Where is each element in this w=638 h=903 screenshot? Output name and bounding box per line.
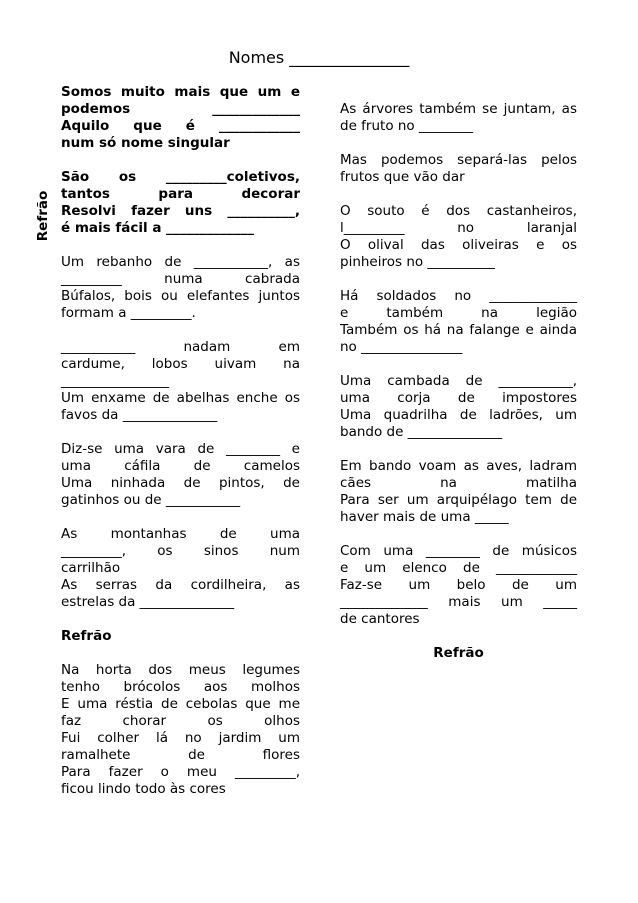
stanza-line: estrelas da ______________ bbox=[61, 594, 235, 610]
stanza-line: As árvores também se juntam, as bbox=[340, 101, 577, 117]
stanza-line: Faz-se um belo de um bbox=[340, 577, 577, 593]
refrain-heading-left: Refrão bbox=[61, 628, 112, 644]
stanza-line: é mais fácil a _____________ bbox=[61, 220, 254, 236]
stanza-line: _________ numa cabrada bbox=[61, 271, 300, 287]
stanza bbox=[61, 254, 300, 322]
stanza-line: Com uma ________ de músicos bbox=[340, 543, 577, 559]
stanza bbox=[340, 152, 577, 186]
stanza bbox=[61, 662, 300, 798]
refrain-side-label bbox=[33, 190, 53, 242]
stanza bbox=[340, 288, 577, 356]
stanza-line: Mas podemos separá-las pelos bbox=[340, 152, 577, 168]
stanza bbox=[340, 458, 577, 526]
stanza-line: e também na legião bbox=[340, 305, 577, 321]
stanza-line: cardume, lobos uivam na bbox=[61, 356, 300, 372]
stanza-line: Uma quadrilha de ladrões, um bbox=[340, 407, 577, 423]
stanza-line: Para ser um arquipélago tem de bbox=[340, 492, 577, 508]
stanza-line: e um elenco de ____________ bbox=[340, 560, 577, 576]
stanza-line: O souto é dos castanheiros, bbox=[340, 203, 577, 219]
stanza-line: podemos _____________ bbox=[61, 101, 300, 117]
stanza-line: haver mais de uma _____ bbox=[340, 509, 509, 525]
stanza-line: _____________ mais um _____ bbox=[340, 594, 577, 610]
stanza-line: ficou lindo todo às cores bbox=[61, 781, 226, 797]
stanza-line: faz chorar os olhos bbox=[61, 713, 300, 729]
stanza-line: Uma cambada de ___________, bbox=[340, 373, 577, 389]
stanza bbox=[61, 441, 300, 509]
stanza bbox=[61, 169, 300, 237]
stanza-line: carrilhão bbox=[61, 560, 121, 576]
stanza-line: ramalhete de flores bbox=[61, 747, 300, 763]
stanza bbox=[340, 101, 577, 135]
stanza-line: Também os há na falange e ainda bbox=[340, 322, 577, 338]
refrain-side-label-text: Refrão bbox=[35, 190, 51, 242]
stanza-line: favos da ______________ bbox=[61, 407, 218, 423]
stanza-line: tenho brócolos aos molhos bbox=[61, 679, 300, 695]
stanza bbox=[340, 373, 577, 441]
stanza bbox=[61, 339, 300, 424]
stanza-line: ________________ bbox=[61, 373, 169, 389]
stanza-line: Na horta dos meus legumes bbox=[61, 662, 300, 678]
stanza bbox=[340, 203, 577, 271]
stanza-line: O olival das oliveiras e os bbox=[340, 237, 577, 253]
stanza bbox=[61, 526, 300, 611]
refrain-block bbox=[61, 84, 300, 237]
stanza-line: bando de ______________ bbox=[340, 424, 503, 440]
stanza-line: de fruto no ________ bbox=[340, 118, 473, 134]
stanza-line: Aquilo que é ____________ bbox=[61, 118, 300, 134]
stanza-line: pinheiros no __________ bbox=[340, 254, 495, 270]
stanza-line: São os _________coletivos, bbox=[61, 169, 300, 185]
right-column bbox=[340, 101, 577, 679]
stanza-line: Somos muito mais que um e bbox=[61, 84, 300, 100]
stanza-line: ___________ nadam em bbox=[61, 339, 300, 355]
stanza-line: E uma réstia de cebolas que me bbox=[61, 696, 300, 712]
stanza-line: num só nome singular bbox=[61, 135, 230, 151]
worksheet-title: Nomes _______________ bbox=[228, 48, 410, 67]
stanza-line: Búfalos, bois ou elefantes juntos bbox=[61, 288, 300, 304]
stanza-line: gatinhos ou de ___________ bbox=[61, 492, 241, 508]
left-stanzas-group-a bbox=[61, 254, 300, 611]
stanza-line: Fui colher lá no jardim um bbox=[61, 730, 300, 746]
stanza-line: Diz-se uma vara de ________ e bbox=[61, 441, 300, 457]
stanza bbox=[61, 84, 300, 152]
stanza-line: tantos para decorar bbox=[61, 186, 300, 202]
stanza-line: frutos que vão dar bbox=[340, 169, 465, 185]
left-stanzas-group-b bbox=[61, 662, 300, 798]
stanza-line: Em bando voam as aves, ladram bbox=[340, 458, 577, 474]
stanza-line: uma cáfila de camelos bbox=[61, 458, 300, 474]
left-column bbox=[61, 84, 300, 815]
stanza-line: Para fazer o meu _________, bbox=[61, 764, 300, 780]
stanza-line: uma corja de impostores bbox=[340, 390, 577, 406]
stanza bbox=[340, 543, 577, 628]
refrain-heading-right: Refrão bbox=[433, 645, 484, 661]
stanza-line: Um rebanho de ___________, as bbox=[61, 254, 300, 270]
stanza-line: Há soldados no _____________ bbox=[340, 288, 577, 304]
stanza-line: As serras da cordilheira, as bbox=[61, 577, 300, 593]
stanza-line: no _______________ bbox=[340, 339, 463, 355]
stanza-line: Um enxame de abelhas enche os bbox=[61, 390, 300, 406]
stanza-line: l_________ no laranjal bbox=[340, 220, 577, 236]
stanza-line: cães na matilha bbox=[340, 475, 577, 491]
stanza-line: Uma ninhada de pintos, de bbox=[61, 475, 300, 491]
stanza-line: Resolvi fazer uns __________, bbox=[61, 203, 300, 219]
stanza-line: As montanhas de uma bbox=[61, 526, 300, 542]
stanza-line: formam a _________. bbox=[61, 305, 196, 321]
stanza-line: de cantores bbox=[340, 611, 420, 627]
right-stanzas-group bbox=[340, 101, 577, 628]
stanza-line: _________, os sinos num bbox=[61, 543, 300, 559]
